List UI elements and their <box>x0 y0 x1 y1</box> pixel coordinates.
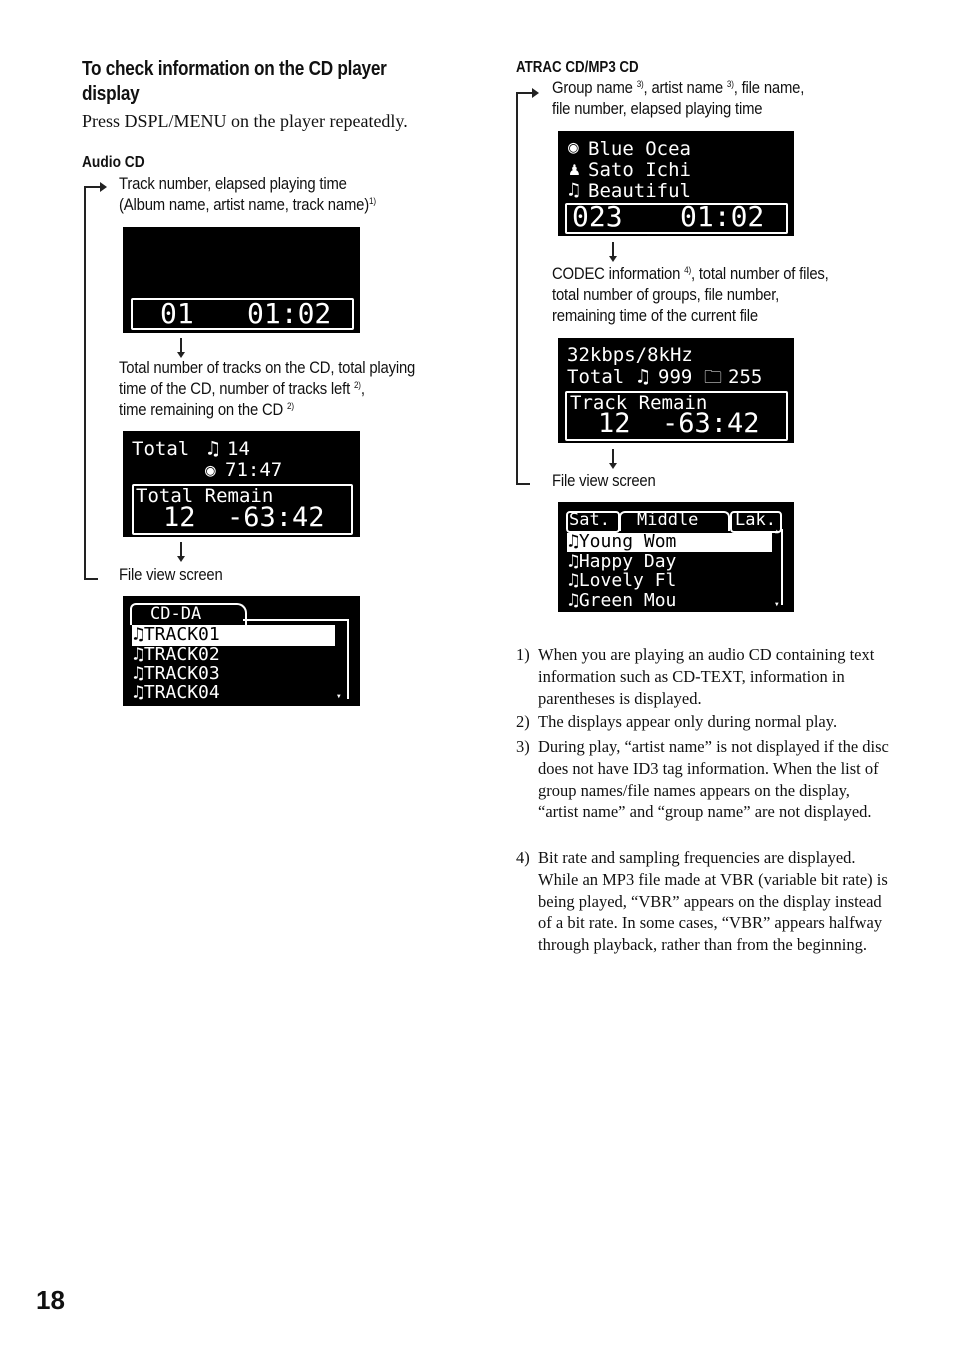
down-arrow-line <box>180 338 182 353</box>
disc-icon: ◉ <box>205 460 216 481</box>
note-icon: ♫ <box>568 531 579 552</box>
scrollbar <box>781 529 783 605</box>
list-item: ♫TRACK03 <box>133 663 220 684</box>
lcd-elapsed-time: 01:02 <box>680 200 765 233</box>
scroll-icon: ▼ <box>337 693 341 700</box>
atrac-bracket-line <box>516 92 518 484</box>
lcd-codec: 32kbps/8kHz <box>567 344 693 366</box>
audio-cd-label: Audio CD <box>82 154 145 171</box>
section-title <box>82 57 482 107</box>
lcd-tab-label: Lak. <box>735 510 776 530</box>
note-icon: ♫ <box>133 663 144 684</box>
lcd-total-files: 999 <box>658 366 693 388</box>
note-icon: ♫ <box>637 364 650 388</box>
lcd-atrac-codec <box>558 338 794 443</box>
atrac-step3-label: File view screen <box>552 472 656 490</box>
footnote-4: 4) Bit rate and sampling frequencies are displayed. While an MP3 file made at VBR (variable bit rate) is being played, “VBR” appears on the display instead of a bit rate. In some cases, “VBR” appears halfway through playback, rather than from the beginning. <box>516 848 888 955</box>
audio-step1-line1: Track number, elapsed playing time <box>119 175 347 193</box>
down-arrow-line <box>612 449 614 464</box>
lcd-remain-label: Total Remain <box>136 485 274 507</box>
section-title-line2: display <box>82 83 140 105</box>
atrac-bracket-bottom <box>516 483 530 485</box>
footnote-ref: 4) <box>684 265 691 275</box>
lcd-group-name: Blue Ocea <box>588 138 691 160</box>
footnote-ref: 1) <box>369 196 376 206</box>
lcd-total-groups: 255 <box>728 366 763 388</box>
list-item: ♫TRACK01 <box>133 624 220 645</box>
scrollbar <box>347 621 349 699</box>
footnote-ref: 3) <box>636 79 644 89</box>
list-item: ♫TRACK04 <box>133 682 220 703</box>
lcd-track-number: 01 <box>160 297 194 330</box>
lcd-tab-label: CD-DA <box>150 604 202 624</box>
atrac-step2-line3: remaining time of the current file <box>552 307 759 325</box>
audio-step1-text <box>119 174 376 216</box>
lcd-remain-time: -63:42 <box>662 408 760 439</box>
lcd-tab-label: Middle <box>637 510 699 530</box>
list-item: ♫TRACK02 <box>133 644 220 665</box>
footnote-ref: 2) <box>287 401 294 411</box>
note-icon: ♫ <box>568 590 579 611</box>
atrac-step2-line2: total number of groups, file number, <box>552 286 780 304</box>
footnote-3: 3) During play, “artist name” is not displayed if the disc does not have ID3 tag information. When the list of group names/file names appears on the display, “artist name” and “group name” are not displayed. <box>516 737 889 822</box>
person-icon: ♟ <box>569 159 580 180</box>
lcd-artist-name: Sato Ichi <box>588 159 691 181</box>
lcd-file-number: 12 <box>598 408 631 439</box>
instruction-text: Press DSPL/MENU on the player repeatedly. <box>82 111 408 131</box>
list-item: ♫Green Mou <box>568 590 677 611</box>
atrac-label: ATRAC CD/MP3 CD <box>516 59 639 76</box>
note-icon: ♫ <box>207 436 220 460</box>
lcd-total-info <box>123 431 360 537</box>
lcd-total-tracks: 14 <box>227 438 250 460</box>
footnote-2: 2) The displays appear only during normal play. <box>516 712 838 731</box>
section-title-line1: To check information on the CD player <box>82 58 387 80</box>
list-item: ♫Happy Day <box>568 551 677 572</box>
audio-cd-bracket-bottom <box>84 578 98 580</box>
audio-step1-line2: (Album name, artist name, track name) <box>119 196 370 214</box>
scroll-icon: ▲ <box>775 528 779 535</box>
atrac-step1-text: Group name $^{3)}$, artist name $^{3)}$, file name, file number, elapsed playing time <box>552 79 805 118</box>
note-icon: ♫ <box>568 179 580 201</box>
audio-step2-line2: time of the CD, number of tracks left <box>119 380 351 398</box>
list-item: ♫Young Wom <box>568 531 677 552</box>
audio-cd-bracket-line <box>84 186 86 579</box>
audio-step2-text <box>119 358 415 421</box>
lcd-remain-tracks: 12 <box>163 502 196 533</box>
arrow-down-icon <box>177 556 185 562</box>
arrow-right-icon <box>100 182 107 192</box>
page-number: 18 <box>36 1285 65 1315</box>
lcd-tab-label: Sat. <box>569 510 610 530</box>
lcd-file-view-cd <box>123 596 360 706</box>
audio-step2-line1: Total number of tracks on the CD, total playing <box>119 359 416 377</box>
lcd-atrac-playing <box>558 131 794 236</box>
scroll-icon: ▼ <box>775 601 779 608</box>
arrow-down-icon <box>609 463 617 469</box>
note-icon: ♫ <box>133 682 144 703</box>
lcd-file-view-atrac <box>558 502 794 612</box>
note-icon: ♫ <box>568 551 579 572</box>
atrac-step2-text: CODEC information $^{4)}$, total number of files, total number of groups, file number, remaining time of the current file <box>552 265 829 325</box>
lcd-remain-label: Track Remain <box>570 392 708 414</box>
lcd-file-number: 023 <box>572 200 623 233</box>
footnote-ref: 2) <box>353 380 361 390</box>
audio-step3-label: File view screen <box>119 566 223 584</box>
disc-icon: ◉ <box>568 137 579 158</box>
lcd-total-time: 71:47 <box>225 459 283 481</box>
down-arrow-line <box>180 542 182 557</box>
lcd-total-label: Total <box>567 366 625 388</box>
note-icon: ♫ <box>133 624 144 645</box>
note-icon: ♫ <box>568 570 579 591</box>
folder-icon: 🗀 <box>704 367 722 388</box>
arrow-down-icon <box>609 256 617 262</box>
footnote-1: 1) When you are playing an audio CD containing text information such as CD-TEXT, information in parentheses is displayed. <box>516 645 875 708</box>
arrow-right-icon <box>532 88 539 98</box>
footnote-ref: 3) <box>726 79 734 89</box>
lcd-file-name: Beautiful <box>588 180 691 202</box>
note-icon: ♫ <box>133 644 144 665</box>
audio-step2-line3: time remaining on the CD <box>119 401 284 419</box>
down-arrow-line <box>612 242 614 257</box>
lcd-tab-baseline <box>243 619 349 621</box>
list-item: ♫Lovely Fl <box>568 570 677 591</box>
lcd-total-label: Total <box>132 438 190 460</box>
audio-step2-comma: , <box>360 380 365 398</box>
lcd-track-time <box>123 227 360 333</box>
lcd-remain-time: -63:42 <box>227 502 325 533</box>
atrac-step1-line2: file number, elapsed playing time <box>552 100 763 118</box>
lcd-elapsed-time: 01:02 <box>247 297 332 330</box>
